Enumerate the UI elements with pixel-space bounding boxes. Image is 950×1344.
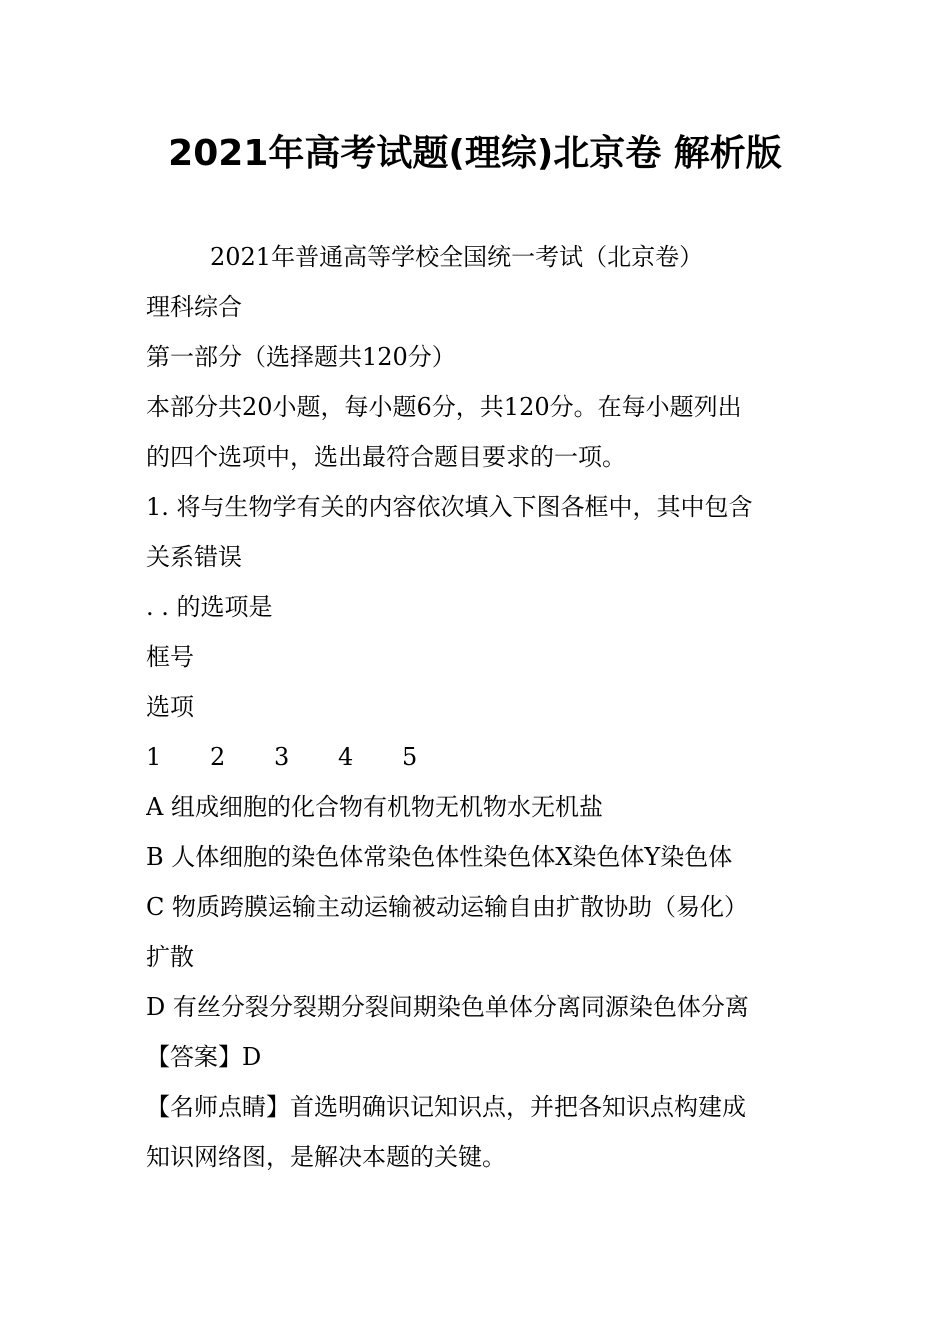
answer-line: 【答案】D (146, 1043, 262, 1071)
instruction-line-1: 本部分共20小题，每小题6分，共120分。在每小题列出 (146, 393, 742, 421)
document-body (146, 232, 816, 1182)
section-heading: 第一部分（选择题共120分） (146, 343, 456, 371)
box-number: 1 (146, 743, 162, 771)
box-number: 5 (402, 743, 418, 771)
box-number-label: 框号 (146, 643, 194, 671)
question-1-line-2: 关系错误 (146, 543, 242, 571)
option-a: A 组成细胞的化合物有机物无机物水无机盐 (146, 793, 603, 821)
box-numbers-row (146, 732, 816, 782)
tip-line-1: 【名师点睛】首选明确识记知识点，并把各知识点构建成 (146, 1093, 746, 1121)
option-b: B 人体细胞的染色体常染色体性染色体X染色体Y染色体 (146, 843, 733, 871)
tip-line-2: 知识网络图，是解决本题的关键。 (146, 1143, 506, 1171)
exam-heading: 2021年普通高等学校全国统一考试（北京卷） (210, 243, 704, 271)
instruction-line-2: 的四个选项中，选出最符合题目要求的一项。 (146, 443, 626, 471)
document-title: 2021年高考试题(理综)北京卷 解析版 (168, 133, 782, 174)
subject-line: 理科综合 (146, 293, 242, 321)
option-label: 选项 (146, 693, 194, 721)
option-c-line-1: C 物质跨膜运输主动运输被动运输自由扩散协助（易化） (146, 893, 748, 921)
option-c-line-2: 扩散 (146, 943, 194, 971)
box-number: 3 (274, 743, 290, 771)
question-1-line-3: . . 的选项是 (146, 593, 273, 621)
question-1-line-1: 1. 将与生物学有关的内容依次填入下图各框中，其中包含 (146, 493, 753, 521)
box-number: 2 (210, 743, 226, 771)
box-number: 4 (338, 743, 354, 771)
option-d: D 有丝分裂分裂期分裂间期染色单体分离同源染色体分离 (146, 993, 749, 1021)
